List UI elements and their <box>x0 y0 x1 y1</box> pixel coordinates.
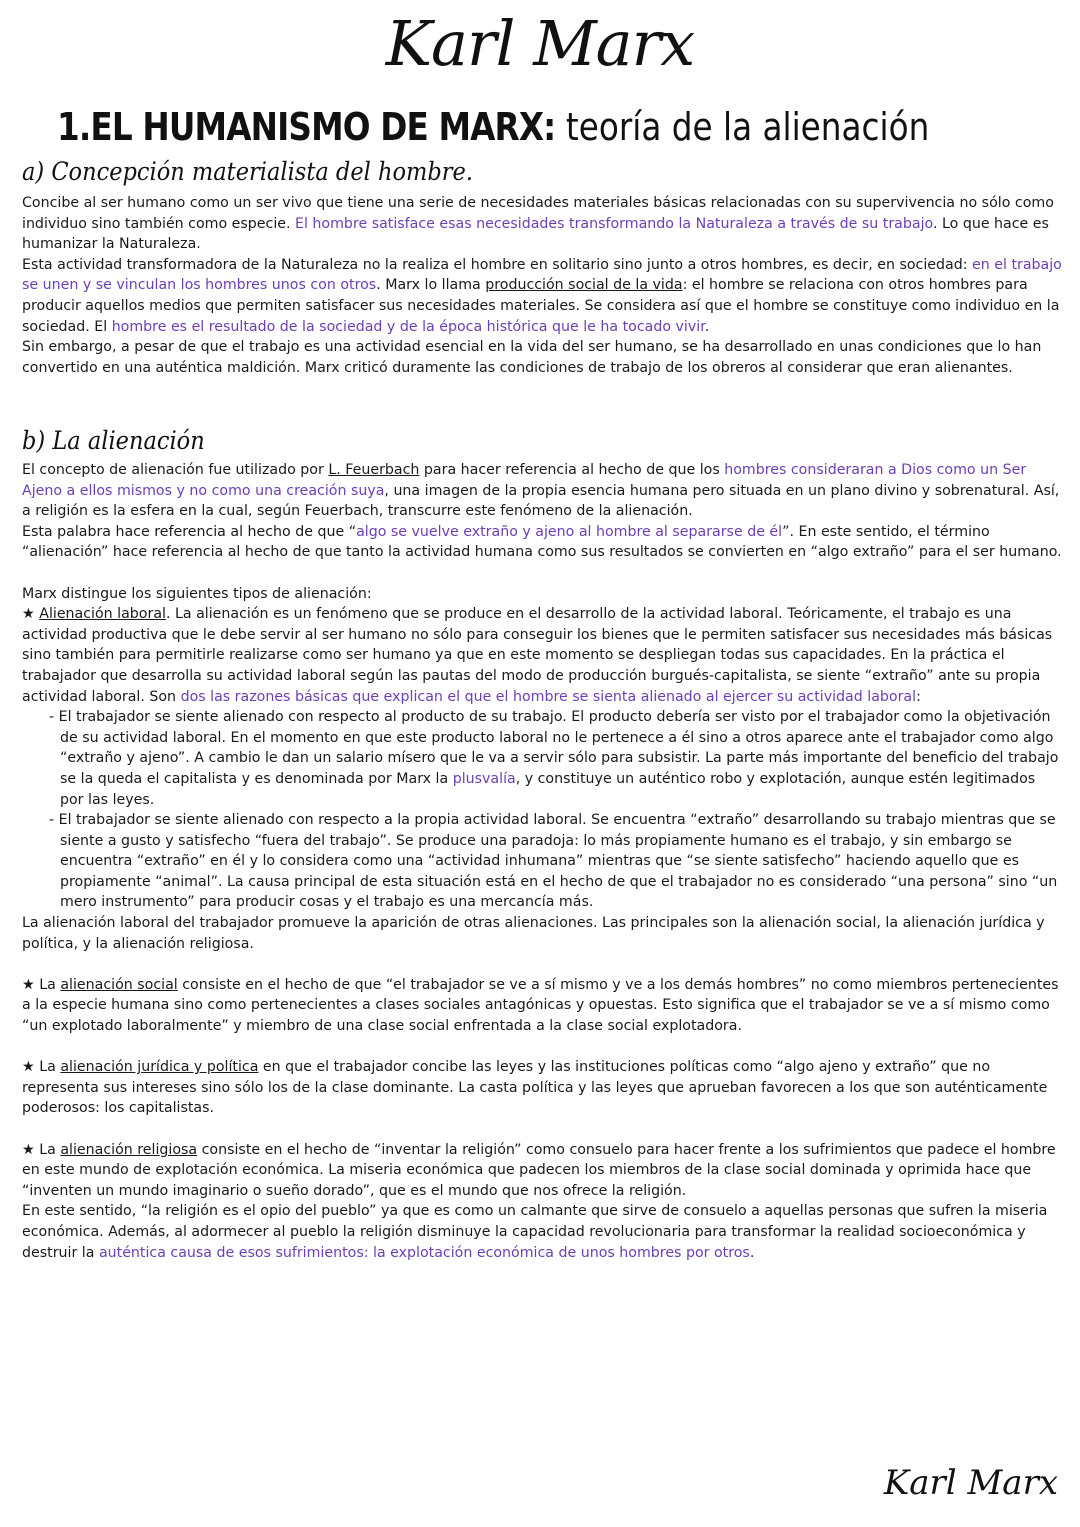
text-run: En este sentido, “la religión es el opio del pueblo” ya que es como un calmante que sirve de consuelo a aquellas personas que sufren la miseria económica. Además, al adormecer al pueblo la religión disminuye la capacidad revolucionaria para transformar la realidad socioeconómica y destruir la <box>22 1203 1048 1261</box>
underlined-term: alienación jurídica y política <box>60 1059 259 1076</box>
text-run: Esta palabra hace referencia al hecho de que “ <box>22 523 357 540</box>
highlighted-text: en el trabajo se unen y se vinculan los hombres unos con otros <box>22 256 1062 294</box>
text-run: en que el trabajador concibe las leyes y las instituciones políticas como “algo ajeno y extraño” que no representa sus intereses sino sólo los de la clase dominante. La casta política y las leyes que aprueban favorecen a los que son auténticamente poderosos: los capitalistas. <box>22 1059 1048 1117</box>
text-run: - El trabajador se siente alienado con respecto a la propia actividad laboral. Se encuentra “extraño” desarrollando su trabajo mientras que se siente a gusto y satisfecho “fuera del trabajo”. Se produce una paradoja: lo más propiamente humano es el trabajo, y sin embargo se encuentra “extraño” en él y lo considera como una “actividad inhumana” mientras que “se siente satisfecho” haciendo aquello que es propiamente “animal”. La causa principal de esta situación está en el hecho de que el trabajador no es considerado “una persona” sino “un mero instrumento” para producir cosas y el trabajo es una mercancía más. <box>49 812 1058 911</box>
paragraph <box>22 193 1062 255</box>
alienation-social <box>22 975 1062 1037</box>
alienation-religiosa <box>22 1140 1062 1202</box>
subheading-b: b) La alienación <box>22 426 205 455</box>
text-run: Esta actividad transformadora de la Naturaleza no la realiza el hombre en solitario sino junto a otros hombres, es decir, en sociedad: <box>22 256 973 273</box>
text-run: . <box>749 1244 755 1261</box>
paragraph <box>22 1201 1062 1263</box>
highlighted-text: hombre es el resultado de la sociedad y de la época histórica que le ha tocado vivir <box>111 318 705 335</box>
text-run: ★ La <box>22 976 61 993</box>
text-run: . Marx lo llama <box>376 277 486 294</box>
types-intro: Marx distingue los siguientes tipos de alienación: <box>22 585 372 602</box>
document-title: Karl Marx <box>385 7 695 80</box>
highlighted-text: auténtica causa de esos sufrimientos: la explotación económica de unos hombres por otros <box>98 1244 750 1261</box>
alienation-juridica <box>22 1057 1062 1119</box>
text-run: . La alienación es un fenómeno que se produce en el desarrollo de la actividad laboral. Teóricamente, el trabajo es una actividad productiva que le debe servir al ser humano no sólo para conseguir los bienes que le permiten satisfacer sus necesidades más básicas sino también para permitirle realizarse como ser humano ya que en este momento se despliegan todas sus capacidades. En la práctica el trabajador que desarrolla su actividad laboral según las pautas del modo de producción burgués-capitalista, se siente “extraño” ante su propia actividad laboral. Son <box>22 606 1053 705</box>
text-run: El concepto de alienación fue utilizado por <box>22 462 329 478</box>
section-heading <box>57 100 929 154</box>
section-a-body <box>22 193 1062 378</box>
text-run: consiste en el hecho de “inventar la religión” como consuelo para hacer frente a los sufrimientos que padece el hombre en este mundo de explotación económica. La miseria económica que padecen los miembros de la clase social dominada y oprimida hace que “inventen un mundo imaginario o sueño dorado”, que es el mundo que nos ofrece la religión. <box>22 1141 1056 1199</box>
text-run: ★ La <box>22 1141 61 1158</box>
text-run: - El trabajador se siente alienado con respecto al producto de su trabajo. El producto debería ser visto por el trabajador como la objetivación de su actividad laboral. En el momento en que este producto laboral no le pertenece a él sino a otros aparece ante el trabajador como algo “extraño y ajeno”. A cambio le dan un salario mísero que le va a servir sólo para subsistir. La parte más importante del beneficio del trabajo se la queda el capitalista y es denominada por Marx la <box>49 709 1059 787</box>
text-run: Concibe al ser humano como un ser vivo que tiene una serie de necesidades materiales básicas relacionadas con su supervivencia no sólo como individuo sino también como especie. <box>22 195 1054 232</box>
highlighted-text: dos las razones básicas que explican el que el hombre se sienta alienado al ejercer su actividad laboral <box>180 688 917 705</box>
paragraph <box>22 460 1062 522</box>
subheading-a: a) Concepción materialista del hombre. <box>22 157 473 186</box>
alienation-laboral <box>22 604 1062 707</box>
paragraph <box>22 255 1062 337</box>
text-run: La alienación laboral del trabajador promueve la aparición de otras alienaciones. Las principales son la alienación social, la alienación jurídica y política, y la alienación religiosa. <box>22 915 1045 952</box>
underlined-term: L. Feuerbach <box>328 462 420 478</box>
paragraph <box>22 522 1062 563</box>
highlighted-text: plusvalía <box>452 770 516 787</box>
text-run: , una imagen de la propia esencia humana pero situada en un plano divino y sobrenatural. Así, a religión es la esfera en la cual, según Feuerbach, transcurre este fenómeno de la alienación. <box>22 482 1060 520</box>
spacer <box>22 563 1062 584</box>
underlined-term: Alienación laboral <box>39 606 166 623</box>
text-run: : el hombre se relaciona con otros hombres para producir aquellos medios que permiten satisfacer sus necesidades materiales. Se considera así que el hombre se constituye como individuo en la sociedad. El <box>22 277 1060 335</box>
underlined-term: producción social de la vida <box>485 277 683 294</box>
text-run: para hacer referencia al hecho de que los <box>419 462 725 478</box>
highlighted-text: hombres consideraran a Dios como un Ser Ajeno a ellos mismos y no como una creación suya <box>22 462 1027 499</box>
section-heading-lower: teoría de la alienación <box>565 105 930 149</box>
section-heading-upper: 1.EL HUMANISMO DE MARX: <box>57 105 556 149</box>
text-run: ”. En este sentido, el término “alienación” hace referencia al hecho de que tanto la actividad humana como sus resultados se convierten en “algo extraño” para el ser humano. <box>22 523 1062 561</box>
text-run: . <box>704 318 710 335</box>
spacer <box>22 1037 1062 1058</box>
underlined-term: alienación social <box>60 976 178 993</box>
text-run: . Lo que hace es humanizar la Naturaleza. <box>22 215 1049 253</box>
spacer <box>22 1119 1062 1140</box>
text-run: : <box>916 688 921 705</box>
reason-item <box>22 707 1062 810</box>
text-run: ★ La <box>22 1059 61 1076</box>
text-run: Sin embargo, a pesar de que el trabajo es una actividad esencial en la vida del ser humano, se ha desarrollado en unas condiciones que lo han convertido en una auténtica maldición. Marx criticó duramente las condiciones de trabajo de los obreros al considerar que eran alienantes. <box>22 339 1042 376</box>
text-run: consiste en el hecho de que “el trabajador se ve a sí mismo y ve a los demás hombres” no como miembros pertenecientes a la especie humana sino como pertenecientes a clases sociales antagónicas y opuestas. Esto significa que el trabajador se ve a sí mismo como “un explotado laboralmente” y miembro de una clase social enfrentada a la clase social explotadora. <box>22 976 1059 1035</box>
text-run: ★ <box>22 606 40 623</box>
paragraph <box>22 913 1062 954</box>
highlighted-text: El hombre satisface esas necesidades transformando la Naturaleza a través de su trabajo <box>295 215 933 232</box>
highlighted-text: algo se vuelve extraño y ajeno al hombre al separarse de él <box>356 523 783 540</box>
paragraph <box>22 337 1062 378</box>
reason-item <box>22 810 1062 913</box>
section-b-body <box>22 460 1062 1263</box>
underlined-term: alienación religiosa <box>60 1141 198 1158</box>
text-run: , y constituye un auténtico robo y explotación, aunque estén legitimados por las leyes. <box>60 770 1036 808</box>
spacer <box>22 954 1062 975</box>
signature: Karl Marx <box>883 1463 1058 1503</box>
